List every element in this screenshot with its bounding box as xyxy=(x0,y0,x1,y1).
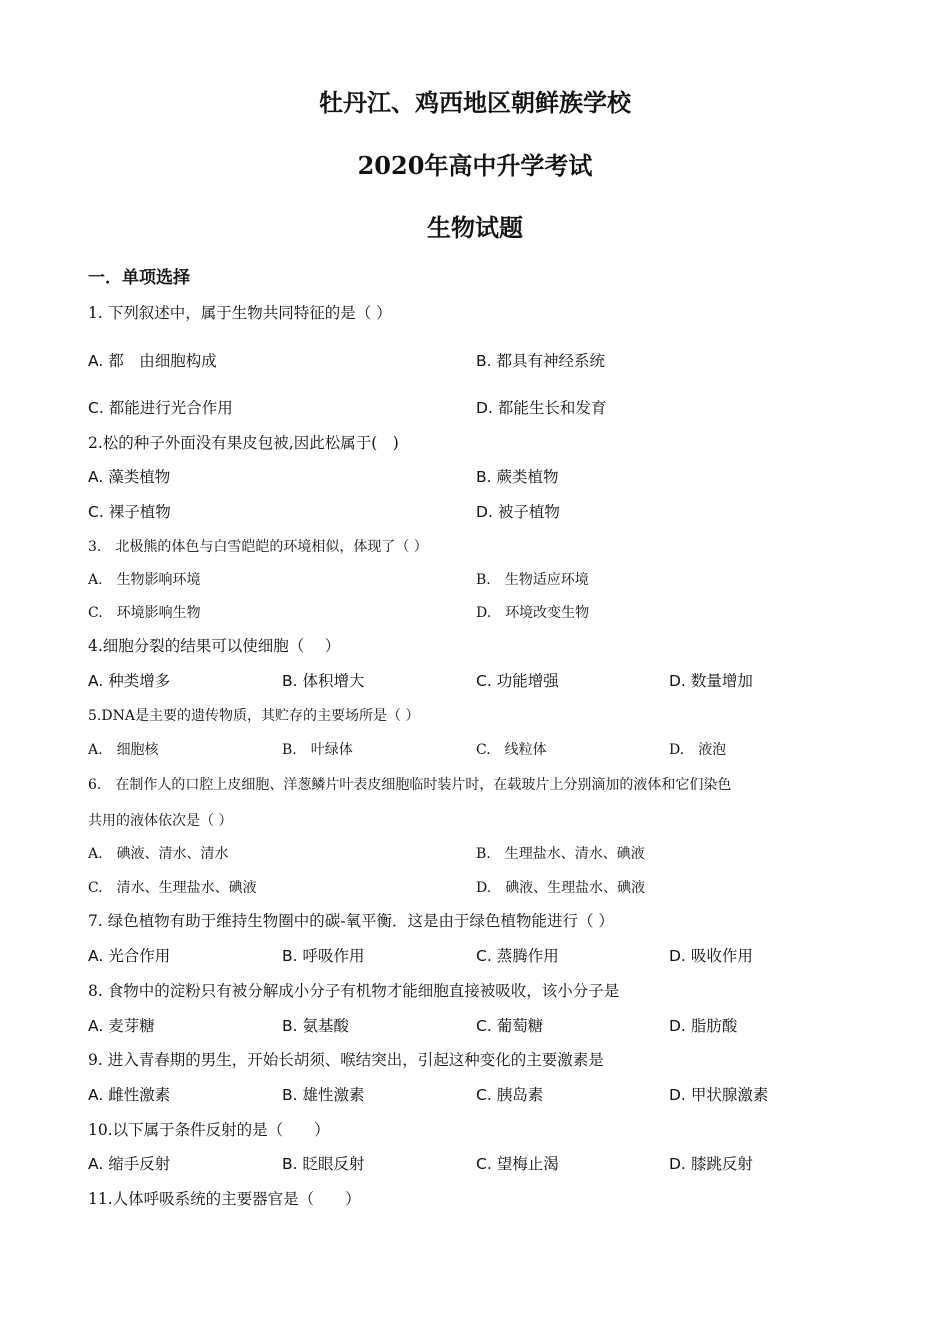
q3-option-c: C. 环境影响生物 xyxy=(88,605,201,621)
q8-option-b: B. 氨基酸 xyxy=(282,1017,350,1035)
q6-option-d: D. 碘液、生理盐水、碘液 xyxy=(476,880,646,896)
q2-option-b: B. 蕨类植物 xyxy=(476,468,559,486)
question-2-stem: 2.松的种子外面没有果皮包被,因此松属于( ) xyxy=(88,434,399,452)
q2-option-a: A. 藻类植物 xyxy=(88,468,171,486)
q8-option-d: D. 脂肪酸 xyxy=(669,1017,738,1035)
question-8-stem: 8. 食物中的淀粉只有被分解成小分子有机物才能细胞直接被吸收，该小分子是 xyxy=(88,982,620,1000)
question-6-stem: 6. 在制作人的口腔上皮细胞、洋葱鳞片叶表皮细胞临时装片时，在载玻片上分别滴加的液体和它们染色 xyxy=(88,777,732,793)
q10-option-d: D. 膝跳反射 xyxy=(669,1155,753,1173)
exam-title: 2020年高中升学考试 xyxy=(357,151,593,180)
q5-option-d: D. 液泡 xyxy=(669,742,727,758)
q10-option-c: C. 望梅止渴 xyxy=(476,1155,559,1173)
q5-option-b: B. 叶绿体 xyxy=(282,742,353,758)
question-1-stem: 1. 下列叙述中，属于生物共同特征的是（ ） xyxy=(88,304,392,322)
question-11-stem: 11.人体呼吸系统的主要器官是（ ） xyxy=(88,1190,361,1208)
question-6-stem-continued: 共用的液体依次是（ ） xyxy=(88,813,233,829)
question-3-stem: 3. 北极熊的体色与白雪皑皑的环境相似，体现了（ ） xyxy=(88,539,428,555)
q3-option-a: A. 生物影响环境 xyxy=(88,572,201,588)
section-heading: 一．单项选择 xyxy=(88,268,190,288)
q7-option-d: D. 吸收作用 xyxy=(669,947,753,965)
q7-option-c: C. 蒸腾作用 xyxy=(476,947,559,965)
question-7-stem: 7. 绿色植物有助于维持生物圈中的碳-氧平衡．这是由于绿色植物能进行（ ） xyxy=(88,912,614,930)
q2-option-c: C. 裸子植物 xyxy=(88,503,171,521)
q9-option-c: C. 胰岛素 xyxy=(476,1086,544,1104)
q6-option-b: B. 生理盐水、清水、碘液 xyxy=(476,846,645,862)
question-9-stem: 9. 进入青春期的男生，开始长胡须、喉结突出，引起这种变化的主要激素是 xyxy=(88,1051,604,1069)
q10-option-b: B. 眨眼反射 xyxy=(282,1155,365,1173)
q9-option-a: A. 雌性激素 xyxy=(88,1086,171,1104)
q7-option-b: B. 呼吸作用 xyxy=(282,947,365,965)
q2-option-d: D. 被子植物 xyxy=(476,503,560,521)
subject-title: 生物试题 xyxy=(427,213,523,242)
question-5-stem: 5.DNA是主要的遗传物质，其贮存的主要场所是（ ） xyxy=(88,708,420,724)
question-10-stem: 10.以下属于条件反射的是（ ） xyxy=(88,1121,330,1139)
school-title: 牡丹江、鸡西地区朝鲜族学校 xyxy=(319,88,631,117)
q4-option-a: A. 种类增多 xyxy=(88,672,171,690)
q9-option-d: D. 甲状腺激素 xyxy=(669,1086,769,1104)
q4-option-d: D. 数量增加 xyxy=(669,672,753,690)
q3-option-d: D. 环境改变生物 xyxy=(476,605,590,621)
q6-option-a: A. 碘液、清水、清水 xyxy=(88,846,229,862)
q7-option-a: A. 光合作用 xyxy=(88,947,171,965)
q4-option-b: B. 体积增大 xyxy=(282,672,365,690)
q4-option-c: C. 功能增强 xyxy=(476,672,559,690)
q1-option-b: B. 都具有神经系统 xyxy=(476,352,606,370)
question-4-stem: 4.细胞分裂的结果可以使细胞（ ） xyxy=(88,637,341,655)
q8-option-a: A. 麦芽糖 xyxy=(88,1017,155,1035)
q5-option-c: C. 线粒体 xyxy=(476,742,547,758)
q1-option-a: A. 都 由细胞构成 xyxy=(88,352,217,370)
q6-option-c: C. 清水、生理盐水、碘液 xyxy=(88,880,257,896)
q9-option-b: B. 雄性激素 xyxy=(282,1086,365,1104)
q1-option-c: C. 都能进行光合作用 xyxy=(88,399,233,417)
q5-option-a: A. 细胞核 xyxy=(88,742,159,758)
q1-option-d: D. 都能生长和发育 xyxy=(476,399,607,417)
q3-option-b: B. 生物适应环境 xyxy=(476,572,589,588)
q10-option-a: A. 缩手反射 xyxy=(88,1155,171,1173)
q8-option-c: C. 葡萄糖 xyxy=(476,1017,544,1035)
